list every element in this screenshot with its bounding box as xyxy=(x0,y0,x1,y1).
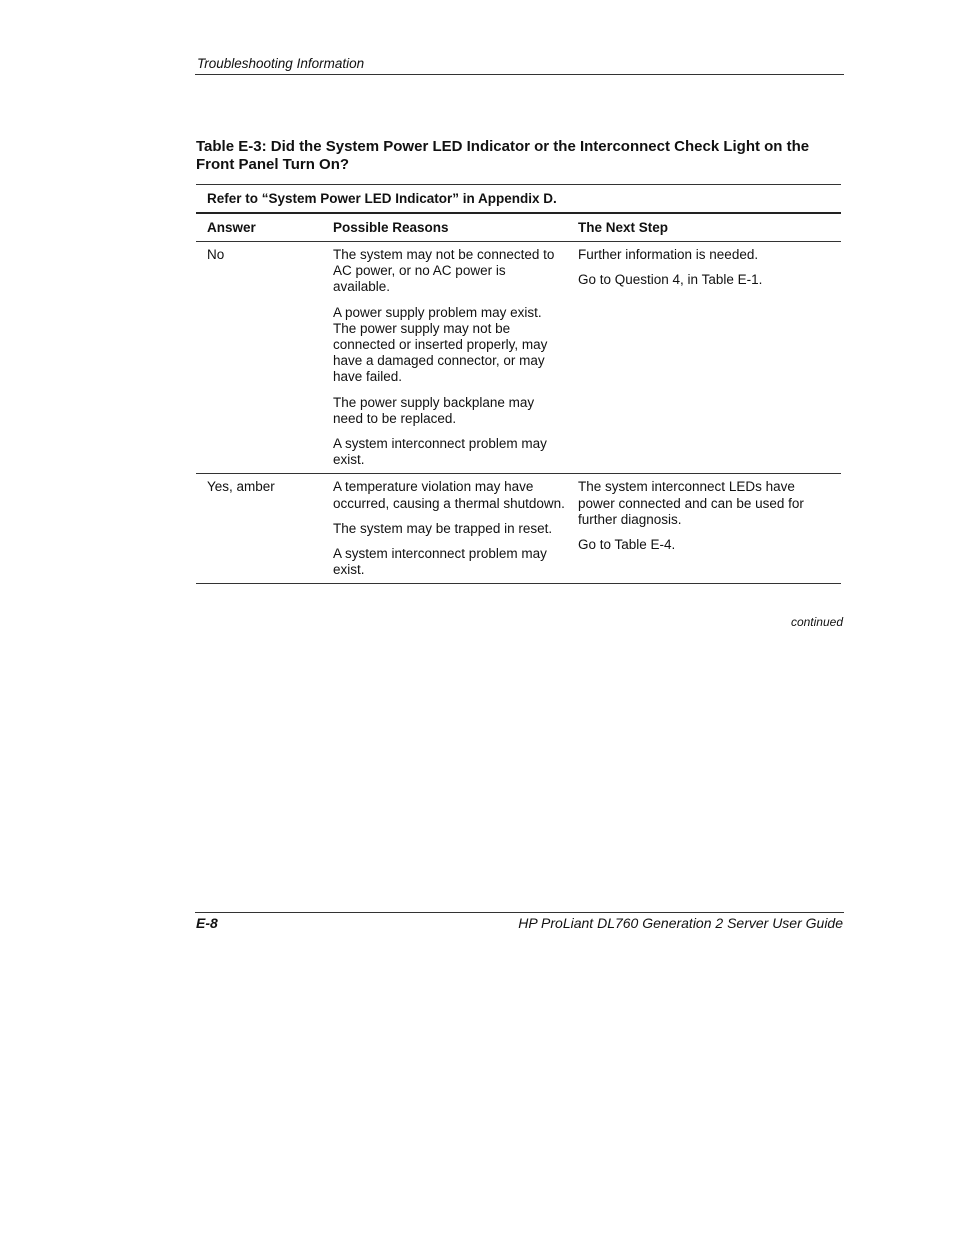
continued-note: continued xyxy=(790,615,843,629)
reason-text: A temperature violation may have occurred, causing a thermal shutdown. xyxy=(333,479,565,511)
table-refer-note: Refer to “System Power LED Indicator” in Appendix D. xyxy=(207,191,557,206)
reason-text: A system interconnect problem may exist. xyxy=(333,436,547,468)
reason-text: A power supply problem may exist. The power supply may not be connected or inserted properly, may have a damaged connector, or may have failed. xyxy=(333,304,548,385)
reasons-cell xyxy=(333,479,578,578)
table-row xyxy=(196,474,841,583)
column-header-answer: Answer xyxy=(207,220,256,235)
answer-cell: Yes, amber xyxy=(207,479,275,495)
table-title: Table E-3: Did the System Power LED Indicator or the Interconnect Check Light on the Front Panel Turn On? xyxy=(196,138,810,173)
next-step-text: Go to Table E-4. xyxy=(578,537,676,553)
next-step-text: Further information is needed. xyxy=(578,247,759,262)
running-head: Troubleshooting Information xyxy=(197,56,365,71)
reason-text: The system may not be connected to AC power, or no AC power is available. xyxy=(333,247,555,295)
reason-text: A system interconnect problem may exist. xyxy=(333,546,547,578)
column-header-possible-reasons: Possible Reasons xyxy=(333,220,449,235)
troubleshooting-table xyxy=(196,184,841,584)
reason-text: The system may be trapped in reset. xyxy=(333,520,553,536)
reasons-cell xyxy=(333,247,578,468)
table-header-row xyxy=(196,214,841,241)
next-step-cell xyxy=(578,479,841,578)
reason-text: The power supply backplane may need to be replaced. xyxy=(333,394,535,426)
table-row xyxy=(196,242,841,473)
page-number: E-8 xyxy=(196,915,218,931)
header-rule xyxy=(195,74,844,75)
column-header-next-step: The Next Step xyxy=(578,220,669,235)
footer-rule xyxy=(195,912,844,913)
book-title: HP ProLiant DL760 Generation 2 Server User Guide xyxy=(518,915,843,931)
next-step-text: Go to Question 4, in Table E-1. xyxy=(578,272,763,288)
next-step-cell xyxy=(578,247,841,468)
answer-cell: No xyxy=(207,247,225,262)
next-step-text: The system interconnect LEDs have power connected and can be used for further diagnosis. xyxy=(578,479,804,527)
table-bottom-rule xyxy=(196,583,841,584)
